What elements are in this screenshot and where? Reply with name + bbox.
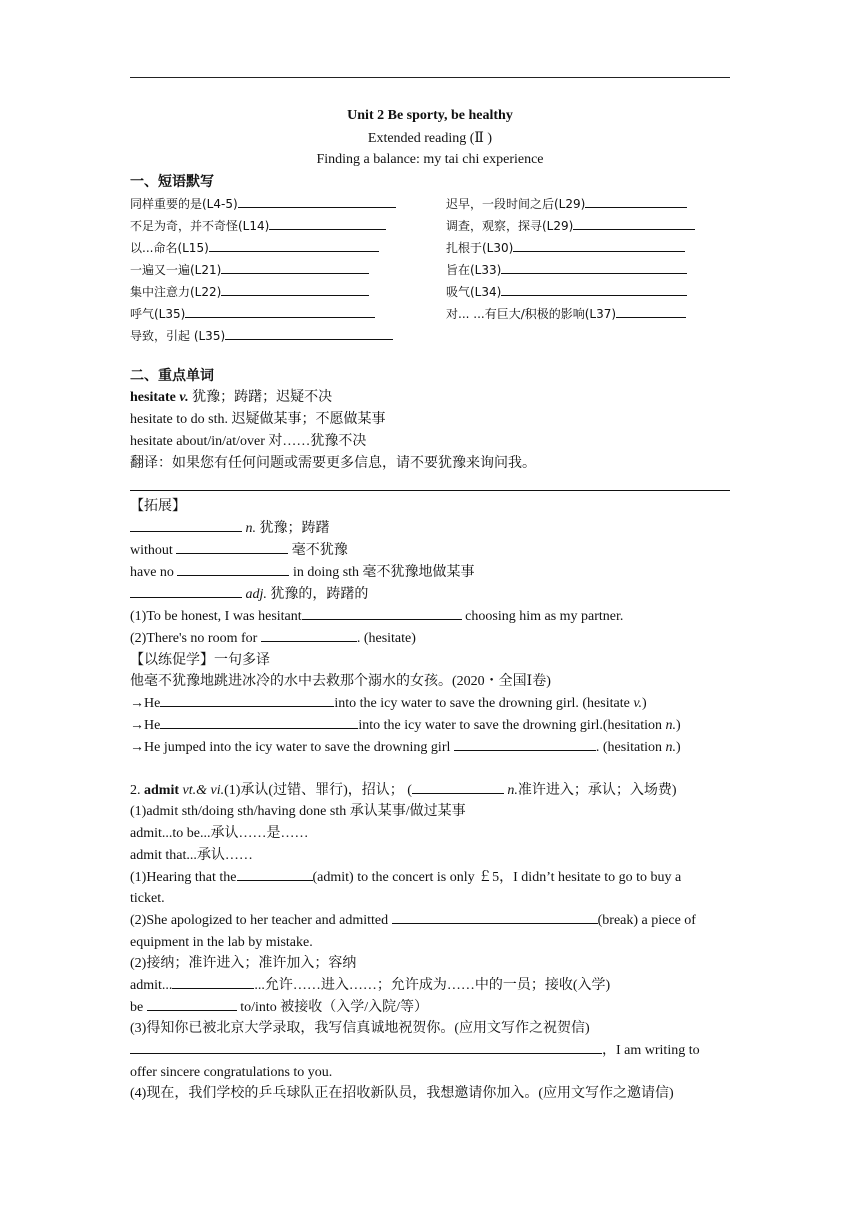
- section1-heading: 一、短语默写: [130, 174, 214, 190]
- extension-item: have no in doing sth 毫不犹豫地做某事: [130, 562, 475, 583]
- answer-blank[interactable]: [160, 693, 334, 707]
- answer-blank[interactable]: [130, 518, 242, 532]
- practice-sentence: 他毫不犹豫地跳进冰冷的水中去救那个溺水的女孩。(2020・全国Ⅰ卷): [130, 674, 551, 689]
- phrase-item: 以...命名(L15): [130, 238, 379, 259]
- phrase-item: 不足为奇，并不奇怪(L14): [130, 216, 386, 237]
- phrase-item: 迟早，一段时间之后(L29): [446, 194, 687, 215]
- answer-line[interactable]: [130, 490, 730, 491]
- exercise-item: (1)To be honest, I was hesitant choosing him as my partner.: [130, 606, 623, 627]
- section2-heading: 二、重点单词: [130, 368, 214, 384]
- answer-blank[interactable]: [176, 540, 288, 554]
- answer-blank[interactable]: [185, 304, 375, 318]
- usage-line: admit that...承认……: [130, 848, 253, 863]
- translation-continuation: offer sincere congratulations to you.: [130, 1065, 333, 1080]
- answer-blank[interactable]: [412, 780, 504, 794]
- answer-blank[interactable]: [454, 737, 596, 751]
- phrase-item: 一遍又一遍(L21): [130, 260, 369, 281]
- phrase-item: 调查，观察，探寻(L29): [446, 216, 695, 237]
- answer-blank[interactable]: [130, 584, 242, 598]
- answer-blank[interactable]: [130, 1040, 602, 1054]
- usage-line: be to/into 被接收（入学/入院/等）: [130, 997, 428, 1018]
- exercise-item: (1)Hearing that the (admit) to the concert is only ￡5，I didn’t hesitate to go to buy a: [130, 867, 681, 888]
- extension-heading: 【拓展】: [130, 499, 186, 514]
- answer-blank[interactable]: [392, 910, 598, 924]
- translation-prompt: (3)得知你已被北京大学录取，我写信真诚地祝贺你。(应用文写作之祝贺信): [130, 1021, 590, 1036]
- answer-blank[interactable]: [225, 326, 393, 340]
- exercise-continuation: equipment in the lab by mistake.: [130, 935, 313, 950]
- practice-heading: 【以练促学】一句多译: [130, 653, 270, 668]
- exercise-item: (2)There's no room for . (hesitate): [130, 628, 416, 649]
- answer-blank[interactable]: [238, 194, 396, 208]
- practice-item: →He into the icy water to save the drowning girl.(hesitation n.): [130, 715, 681, 736]
- extension-item: without 毫不犹豫: [130, 540, 348, 561]
- answer-blank[interactable]: [221, 282, 369, 296]
- phrase-item: 导致，引起 (L35): [130, 326, 393, 347]
- answer-blank[interactable]: [501, 282, 687, 296]
- answer-blank[interactable]: [501, 260, 687, 274]
- translation-item: ，I am writing to: [130, 1040, 700, 1061]
- phrase-item: 扎根于(L30): [446, 238, 685, 259]
- word-entry-admit: 2. admit vt.& vi.(1)承认(过错、罪行)，招认； ( n.准许进入；承认；入场费): [130, 780, 677, 801]
- practice-item: →He jumped into the icy water to save the drowning girl . (hesitation n.): [130, 737, 681, 758]
- phrase-item: 集中注意力(L22): [130, 282, 369, 303]
- answer-blank[interactable]: [172, 975, 254, 989]
- usage-line: hesitate about/in/at/over 对……犹豫不决: [130, 434, 367, 449]
- word-entry-hesitate: hesitate v. 犹豫；踌躇；迟疑不决: [130, 390, 333, 405]
- page-title: Unit 2 Be sporty, be healthy: [347, 108, 513, 123]
- answer-blank[interactable]: [513, 238, 685, 252]
- answer-blank[interactable]: [269, 216, 386, 230]
- exercise-item: (2)She apologized to her teacher and admitted (break) a piece of: [130, 910, 696, 931]
- answer-blank[interactable]: [573, 216, 695, 230]
- answer-blank[interactable]: [237, 867, 313, 881]
- usage-line: hesitate to do sth. 迟疑做某事；不愿做某事: [130, 412, 386, 427]
- answer-blank[interactable]: [616, 304, 686, 318]
- answer-blank[interactable]: [261, 628, 357, 642]
- phrase-item: 呼气(L35): [130, 304, 375, 325]
- answer-blank[interactable]: [209, 238, 379, 252]
- phrase-item: 旨在(L33): [446, 260, 687, 281]
- page-subtitle: Extended reading (Ⅱ ): [367, 131, 493, 146]
- usage-line: admit... ...允许……进入……；允许成为……中的一员；接收(入学): [130, 975, 610, 996]
- answer-blank[interactable]: [302, 606, 462, 620]
- page-subtitle-2: Finding a balance: my tai chi experience: [316, 152, 544, 167]
- exercise-continuation: ticket.: [130, 891, 165, 906]
- answer-blank[interactable]: [585, 194, 687, 208]
- phrase-item: 吸气(L34): [446, 282, 687, 303]
- answer-blank[interactable]: [147, 997, 237, 1011]
- phrase-item: 同样重要的是(L4-5): [130, 194, 396, 215]
- extension-item: adj. 犹豫的，踌躇的: [130, 584, 368, 605]
- header-rule: [130, 77, 730, 78]
- extension-item: n. 犹豫；踌躇: [130, 518, 330, 539]
- answer-blank[interactable]: [221, 260, 369, 274]
- phrase-item: 对... ...有巨大/积极的影响(L37): [446, 304, 686, 325]
- answer-blank[interactable]: [177, 562, 289, 576]
- answer-blank[interactable]: [160, 715, 358, 729]
- meaning-heading: (2)接纳；准许进入；准许加入；容纳: [130, 956, 357, 971]
- translation-prompt: 翻译：如果您有任何问题或需要更多信息，请不要犹豫来询问我。: [130, 456, 536, 471]
- usage-line: admit...to be...承认……是……: [130, 826, 309, 841]
- usage-line: (1)admit sth/doing sth/having done sth 承认某事/做过某事: [130, 804, 466, 819]
- practice-item: →He into the icy water to save the drowning girl. (hesitate v.): [130, 693, 647, 714]
- translation-prompt: (4)现在，我们学校的乒乓球队正在招收新队员，我想邀请你加入。(应用文写作之邀请信): [130, 1086, 674, 1101]
